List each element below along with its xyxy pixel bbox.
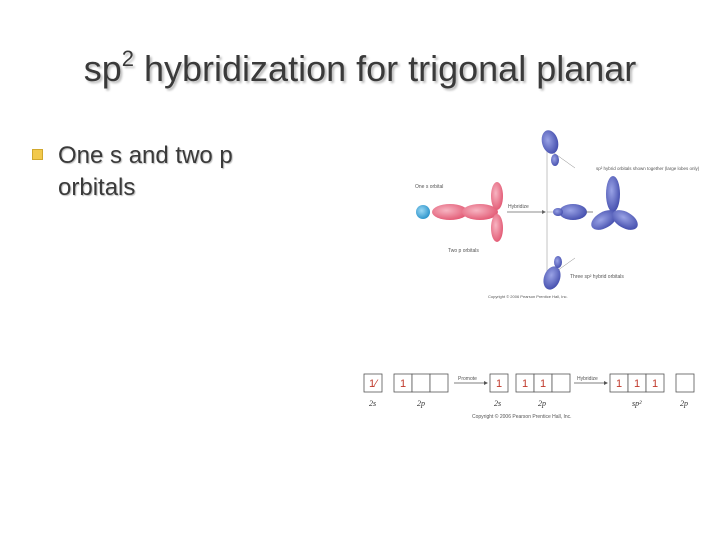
electron-sp2-3: 1: [651, 378, 659, 390]
label-hybridize-2: Hybridize: [577, 376, 598, 382]
box-2p-3: [430, 374, 448, 392]
electron-sp2-1: 1: [615, 378, 623, 390]
title-rest: hybridization for trigonal planar: [134, 48, 637, 89]
electron-prom-2p-1: 1: [521, 378, 529, 390]
title-superscript: 2: [121, 46, 134, 71]
sp2-orbital-top-icon: [539, 128, 561, 166]
orbital-hybridization-figure: [400, 128, 700, 306]
label-2s-b: 2s: [494, 399, 502, 408]
sp2-combined-orbitals-icon: [588, 176, 641, 234]
figure2-copyright: Copyright © 2006 Pearson Prentice Hall, Inc.: [472, 414, 572, 420]
figure1-copyright: Copyright © 2006 Pearson Prentice Hall, Inc.: [488, 294, 568, 299]
p-orbitals-icon: [432, 182, 503, 242]
slide-title: [0, 48, 720, 90]
label-hybridize: Hybridize: [508, 204, 529, 210]
label-one-s-orbital: One s orbital: [415, 184, 444, 190]
electron-prom-2p-2: 1: [539, 378, 547, 390]
bullet-text: One s and two p orbitals: [58, 142, 233, 201]
electron-sp2-2: 1: [633, 378, 641, 390]
electron-prom-2s: 1: [495, 378, 503, 390]
sp2-orbital-bottom-icon: [540, 256, 563, 292]
orbital-box-diagram: [360, 370, 700, 422]
s-orbital-icon: [416, 205, 430, 219]
bullet-square-icon: [32, 149, 43, 160]
label-shown-together: sp² hybrid orbitals shown together (large lobes only): [596, 166, 700, 171]
box-2p-2: [412, 374, 430, 392]
label-promote: Promote: [458, 376, 477, 382]
label-2p: 2p: [417, 399, 425, 408]
label-2p-c: 2p: [680, 399, 688, 408]
label-three-sp2-orbitals: Three sp² hybrid orbitals: [570, 274, 624, 280]
title-prefix: sp: [83, 48, 122, 89]
electron-2p-1: 1: [399, 378, 407, 390]
label-2p-b: 2p: [538, 399, 546, 408]
label-two-p-orbitals: Two p orbitals: [448, 248, 479, 254]
box-prom-2p-3: [552, 374, 570, 392]
electron-2s: 1⁄: [369, 378, 377, 390]
label-2s: 2s: [369, 399, 377, 408]
box-hyb-2p: [676, 374, 694, 392]
label-sp2: sp²: [632, 399, 642, 408]
sp2-orbital-middle-icon: [553, 204, 587, 220]
